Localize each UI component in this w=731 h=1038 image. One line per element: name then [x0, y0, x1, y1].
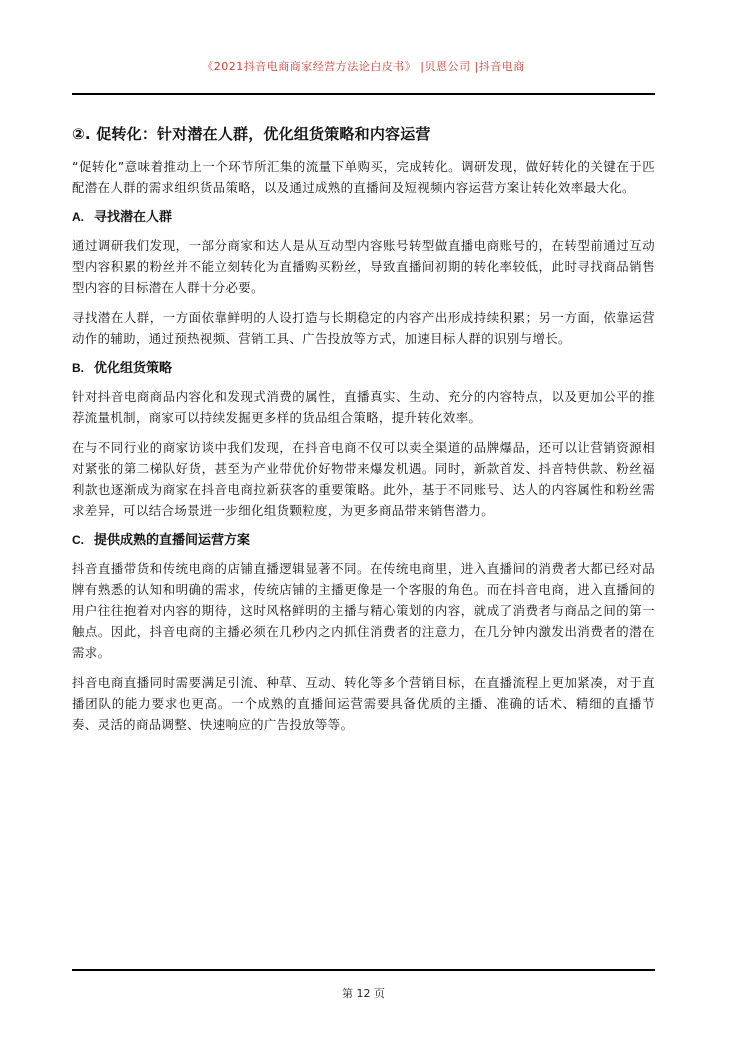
section-title: ②. 促转化：针对潜在人群，优化组货策略和内容运营 [72, 125, 431, 143]
subsection-title: 提供成熟的直播间运营方案 [94, 533, 251, 548]
section-intro-paragraph: “促转化”意味着推动上一个环节所汇集的流量下单购买，完成转化。调研发现，做好转化的关键在于匹配潜在人群的需求组织货品策略，以及通过成熟的直播间及短视频内容运营方案让转化效率最大化。 [72, 159, 655, 195]
subsection-a [72, 207, 655, 349]
page-number: 第 12 页 [342, 987, 385, 1000]
subsection-letter: B. [72, 361, 84, 375]
paragraph: 在与不同行业的商家访谈中我们发现，在抖音电商不仅可以卖全渠道的品牌爆品，还可以让营销资源相对紧张的第二梯队好货，甚至为产业带优价好物带来爆发机遇。同时，新款首发、抖音特供款、粉丝福利款也逐渐成为商家在抖音电商拉新获客的重要策略。此外，基于不同账号、达人的内容属性和粉丝需求差异，可以结合场景进一步细化组货颗粒度，为更多商品带来销售潜力。 [72, 440, 655, 518]
subsection-letter: C. [72, 533, 84, 547]
page-header: 《2021抖音电商商家经营方法论白皮书》 |贝恩公司 |抖音电商 [202, 60, 525, 73]
paragraph: 抖音直播带货和传统电商的店铺直播逻辑显著不同。在传统电商里，进入直播间的消费者大都已经对品牌有熟悉的认知和明确的需求，传统店铺的主播更像是一个客服的角色。而在抖音电商，进入直播间的用户往往抱着对内容的期待，这时风格鲜明的主播与精心策划的内容，就成了消费者与商品之间的第一触点。因此，抖音电商的主播必须在几秒内之内抓住消费者的注意力，在几分钟内激发出消费者的潜在需求。 [72, 561, 655, 660]
subsection-b [72, 358, 655, 521]
subsection-title: 优化组货策略 [94, 361, 173, 376]
subsection-heading [72, 530, 655, 551]
subsection-heading [72, 358, 655, 379]
paragraph: 通过调研我们发现，一部分商家和达人是从互动型内容账号转型做直播电商账号的，在转型前通过互动型内容积累的粉丝并不能立刻转化为直播购买粉丝，导致直播间初期的转化率较低，此时寻找商品销售型内容的目标潜在人群十分必要。 [72, 238, 655, 295]
page-content [72, 122, 655, 744]
subsection-c [72, 530, 655, 735]
header-divider [72, 93, 655, 95]
subsection-letter: A. [72, 210, 84, 224]
subsection-heading [72, 207, 655, 228]
subsection-title: 寻找潜在人群 [94, 210, 173, 225]
paragraph: 寻找潜在人群，一方面依靠鲜明的人设打造与长期稳定的内容产出形成持续积累；另一方面，依靠运营动作的辅助，通过预热视频、营销工具、广告投放等方式，加速目标人群的识别与增长。 [72, 310, 655, 346]
footer-divider [72, 969, 655, 971]
paragraph: 抖音电商直播同时需要满足引流、种草、互动、转化等多个营销目标，在直播流程上更加紧凑，对于直播团队的能力要求也更高。一个成熟的直播间运营需要具备优质的主播、准确的话术、精细的直播节奏、灵活的商品调整、快速响应的广告投放等等。 [72, 675, 655, 732]
paragraph: 针对抖音电商商品内容化和发现式消费的属性，直播真实、生动、充分的内容特点，以及更加公平的推荐流量机制，商家可以持续发掘更多样的货品组合策略，提升转化效率。 [72, 389, 655, 425]
